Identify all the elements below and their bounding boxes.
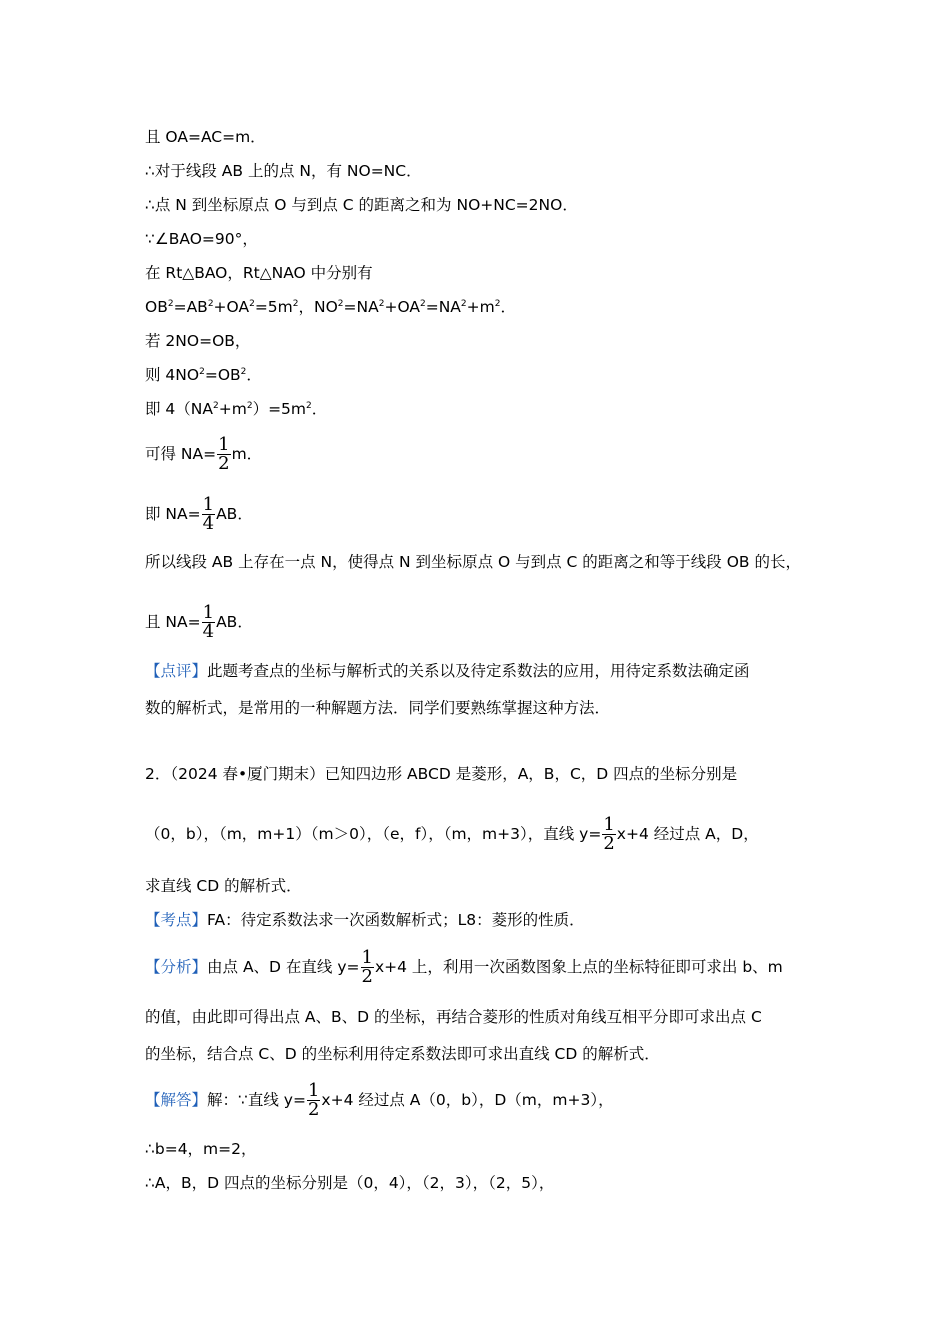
fenxi-line: 【分析】由点 A、D 在直线 y= $\frac{1}{2}$ x+4 上，利用一次函数图象上点的坐标特征即可求出 b、m <box>145 947 783 987</box>
fraction: $\frac{1}{2}$ <box>307 1080 320 1120</box>
equation-line: 即 $4(NA^2+m^2)=5m^2$． <box>145 400 328 418</box>
text-line: 在 Rt△BAO，Rt△NAO 中分别有 <box>145 264 373 282</box>
jieda-tag: 【解答】 <box>145 1091 208 1109</box>
question-line: （0，b），（m，m+1）（m＞0），（e，f），（m，m+3），直线 y= $\frac{1}{2}$ x+4 经过点 A，D， <box>145 814 759 854</box>
text-line: 的坐标，结合点 C、D 的坐标利用待定系数法即可求出直线 CD 的解析式． <box>145 1045 660 1063</box>
text-line: ∴b=4，m=2， <box>145 1140 257 1158</box>
kaodian-tag: 【考点】 <box>145 911 208 929</box>
text-line: 且 OA=AC=m． <box>145 128 266 146</box>
fraction: $\frac{1}{2}$ <box>218 434 230 474</box>
fraction: $\frac{1}{2}$ <box>603 814 615 854</box>
equation-line: 即 NA= $\frac{1}{4}$ AB． <box>145 494 253 534</box>
text-line: 若 2NO=OB， <box>145 332 251 350</box>
text-line: ∴点 N 到坐标原点 O 与到点 C 的距离之和为 NO+NC=2NO． <box>145 196 578 214</box>
text-line: 求直线 CD 的解析式． <box>145 877 302 895</box>
fenxi-tag: 【分析】 <box>145 958 208 976</box>
question-line: 2．（2024 春•厦门期末）已知四边形 ABCD 是菱形，A，B，C，D 四点的坐标分别是 <box>145 765 738 783</box>
jieda-line: 【解答】解：∵直线 y= $\frac{1}{2}$ x+4 经过点 A（0，b），D（m，m+3）， <box>145 1080 614 1120</box>
text-line: ∴对于线段 AB 上的点 N，有 NO=NC． <box>145 162 422 180</box>
comment-tag: 【点评】 <box>145 662 208 680</box>
text-line: ∵∠BAO=90°， <box>145 230 258 248</box>
text-line: 数的解析式，是常用的一种解题方法．同学们要熟练掌握这种方法． <box>145 699 611 717</box>
fraction: $\frac{1}{4}$ <box>202 602 215 642</box>
equation-line: 则 $4NO^2=OB^2$． <box>145 366 262 384</box>
text-line: 所以线段 AB 上存在一点 N，使得点 N 到坐标原点 O 与到点 C 的距离之和等于线段 OB 的长， <box>145 553 801 571</box>
kaodian-line: 【考点】FA：待定系数法求一次函数解析式；L8：菱形的性质． <box>145 911 585 929</box>
equation-line: $OB^2=AB^2+OA^2=5m^2$，$NO^2=NA^2+OA^2=NA^2+m^2$． <box>145 298 516 316</box>
equation-line: 可得 NA= $\frac{1}{2}$ m． <box>145 434 263 474</box>
equation-line: 且 NA= $\frac{1}{4}$ AB． <box>145 602 253 642</box>
text-line: 的值，由此即可得出点 A、B、D 的坐标，再结合菱形的性质对角线互相平分即可求出点 C <box>145 1008 762 1026</box>
fraction: $\frac{1}{2}$ <box>361 947 373 987</box>
fraction: $\frac{1}{4}$ <box>202 494 215 534</box>
comment-line: 【点评】此题考查点的坐标与解析式的关系以及待定系数法的应用，用待定系数法确定函 <box>145 662 750 680</box>
text-line: ∴A，B，D 四点的坐标分别是（0，4），（2，3），（2，5）， <box>145 1174 555 1192</box>
